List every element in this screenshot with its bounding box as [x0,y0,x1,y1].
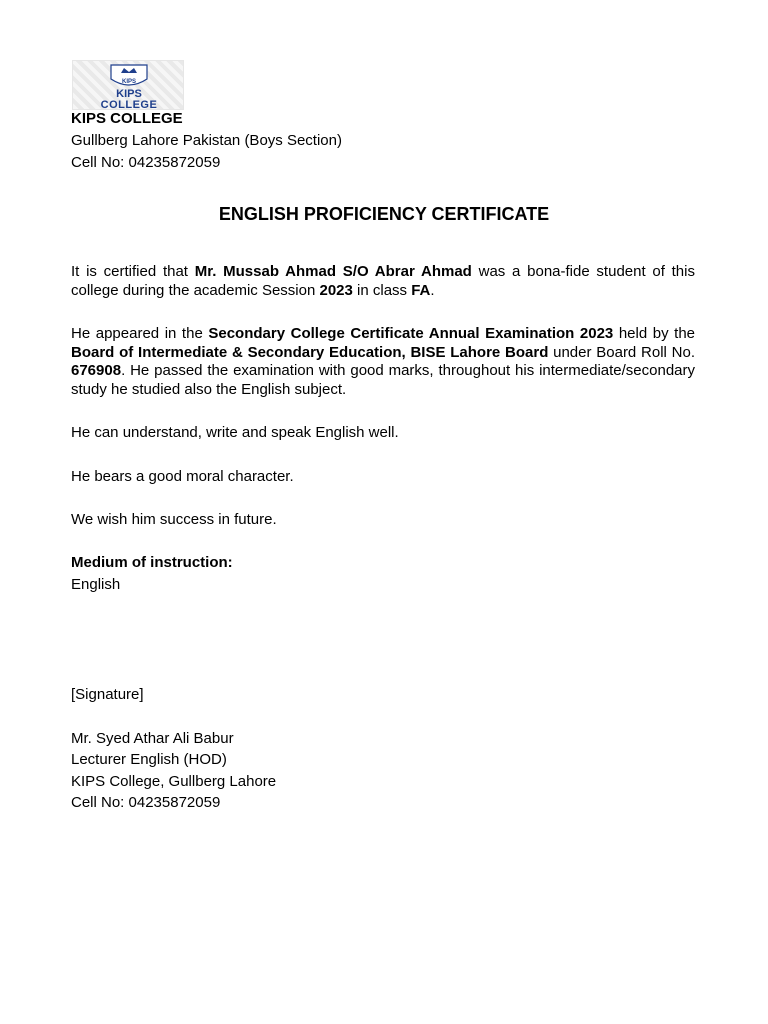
session-year: 2023 [319,281,353,299]
exam-name: Secondary College Certificate Annual Examination 2023 [208,325,614,342]
signatory-cell: Cell No: 04235872059 [71,794,221,811]
board-name: Board of Intermediate & Secondary Education, BISE Lahore Board [71,343,549,361]
medium-value: English [71,576,121,593]
logo-text-bottom: COLLEGE [100,99,158,111]
college-logo [72,60,184,110]
logo-shield-text: KIPS [121,79,137,85]
signatory-role: Lecturer English (HOD) [71,751,227,768]
paragraph-moral-character: He bears a good moral character. [71,468,294,485]
crown-shield-icon [73,61,184,110]
logo-text-top: KIPS [116,88,142,100]
roll-number: 676908 [71,362,122,379]
certificate-title: ENGLISH PROFICIENCY CERTIFICATE [218,204,550,224]
college-name: KIPS COLLEGE [71,110,183,127]
paragraph-certification: It is certified that Mr. Mussab Ahmad S/O Abrar Ahmad was a bona-fide student of this college during the academic Session 2023 in class FA. [71,263,695,299]
signatory-name: Mr. Syed Athar Ali Babur [71,730,234,747]
paragraph-wishes: We wish him success in future. [71,511,277,528]
signatory-org: KIPS College, Gullberg Lahore [71,773,277,790]
student-name: Mr. Mussab Ahmad S/O Abrar Ahmad [194,263,472,280]
college-address: Gullberg Lahore Pakistan (Boys Section) [71,132,342,149]
paragraph-examination: He appeared in the Secondary College Certificate Annual Examination 2023 held by the Board of Intermediate & Secondary Education, BISE Lahore Board under Board Roll No. 676908. He passed the examination with good marks, throughout his intermediate/secondary study he studied also the English subject. [71,325,695,398]
medium-label: Medium of instruction: [71,554,233,571]
signature-placeholder: [Signature] [71,686,144,703]
paragraph-english-ability: He can understand, write and speak English well. [71,424,399,441]
class-name: FA [411,281,431,299]
college-cell: Cell No: 04235872059 [71,154,221,171]
